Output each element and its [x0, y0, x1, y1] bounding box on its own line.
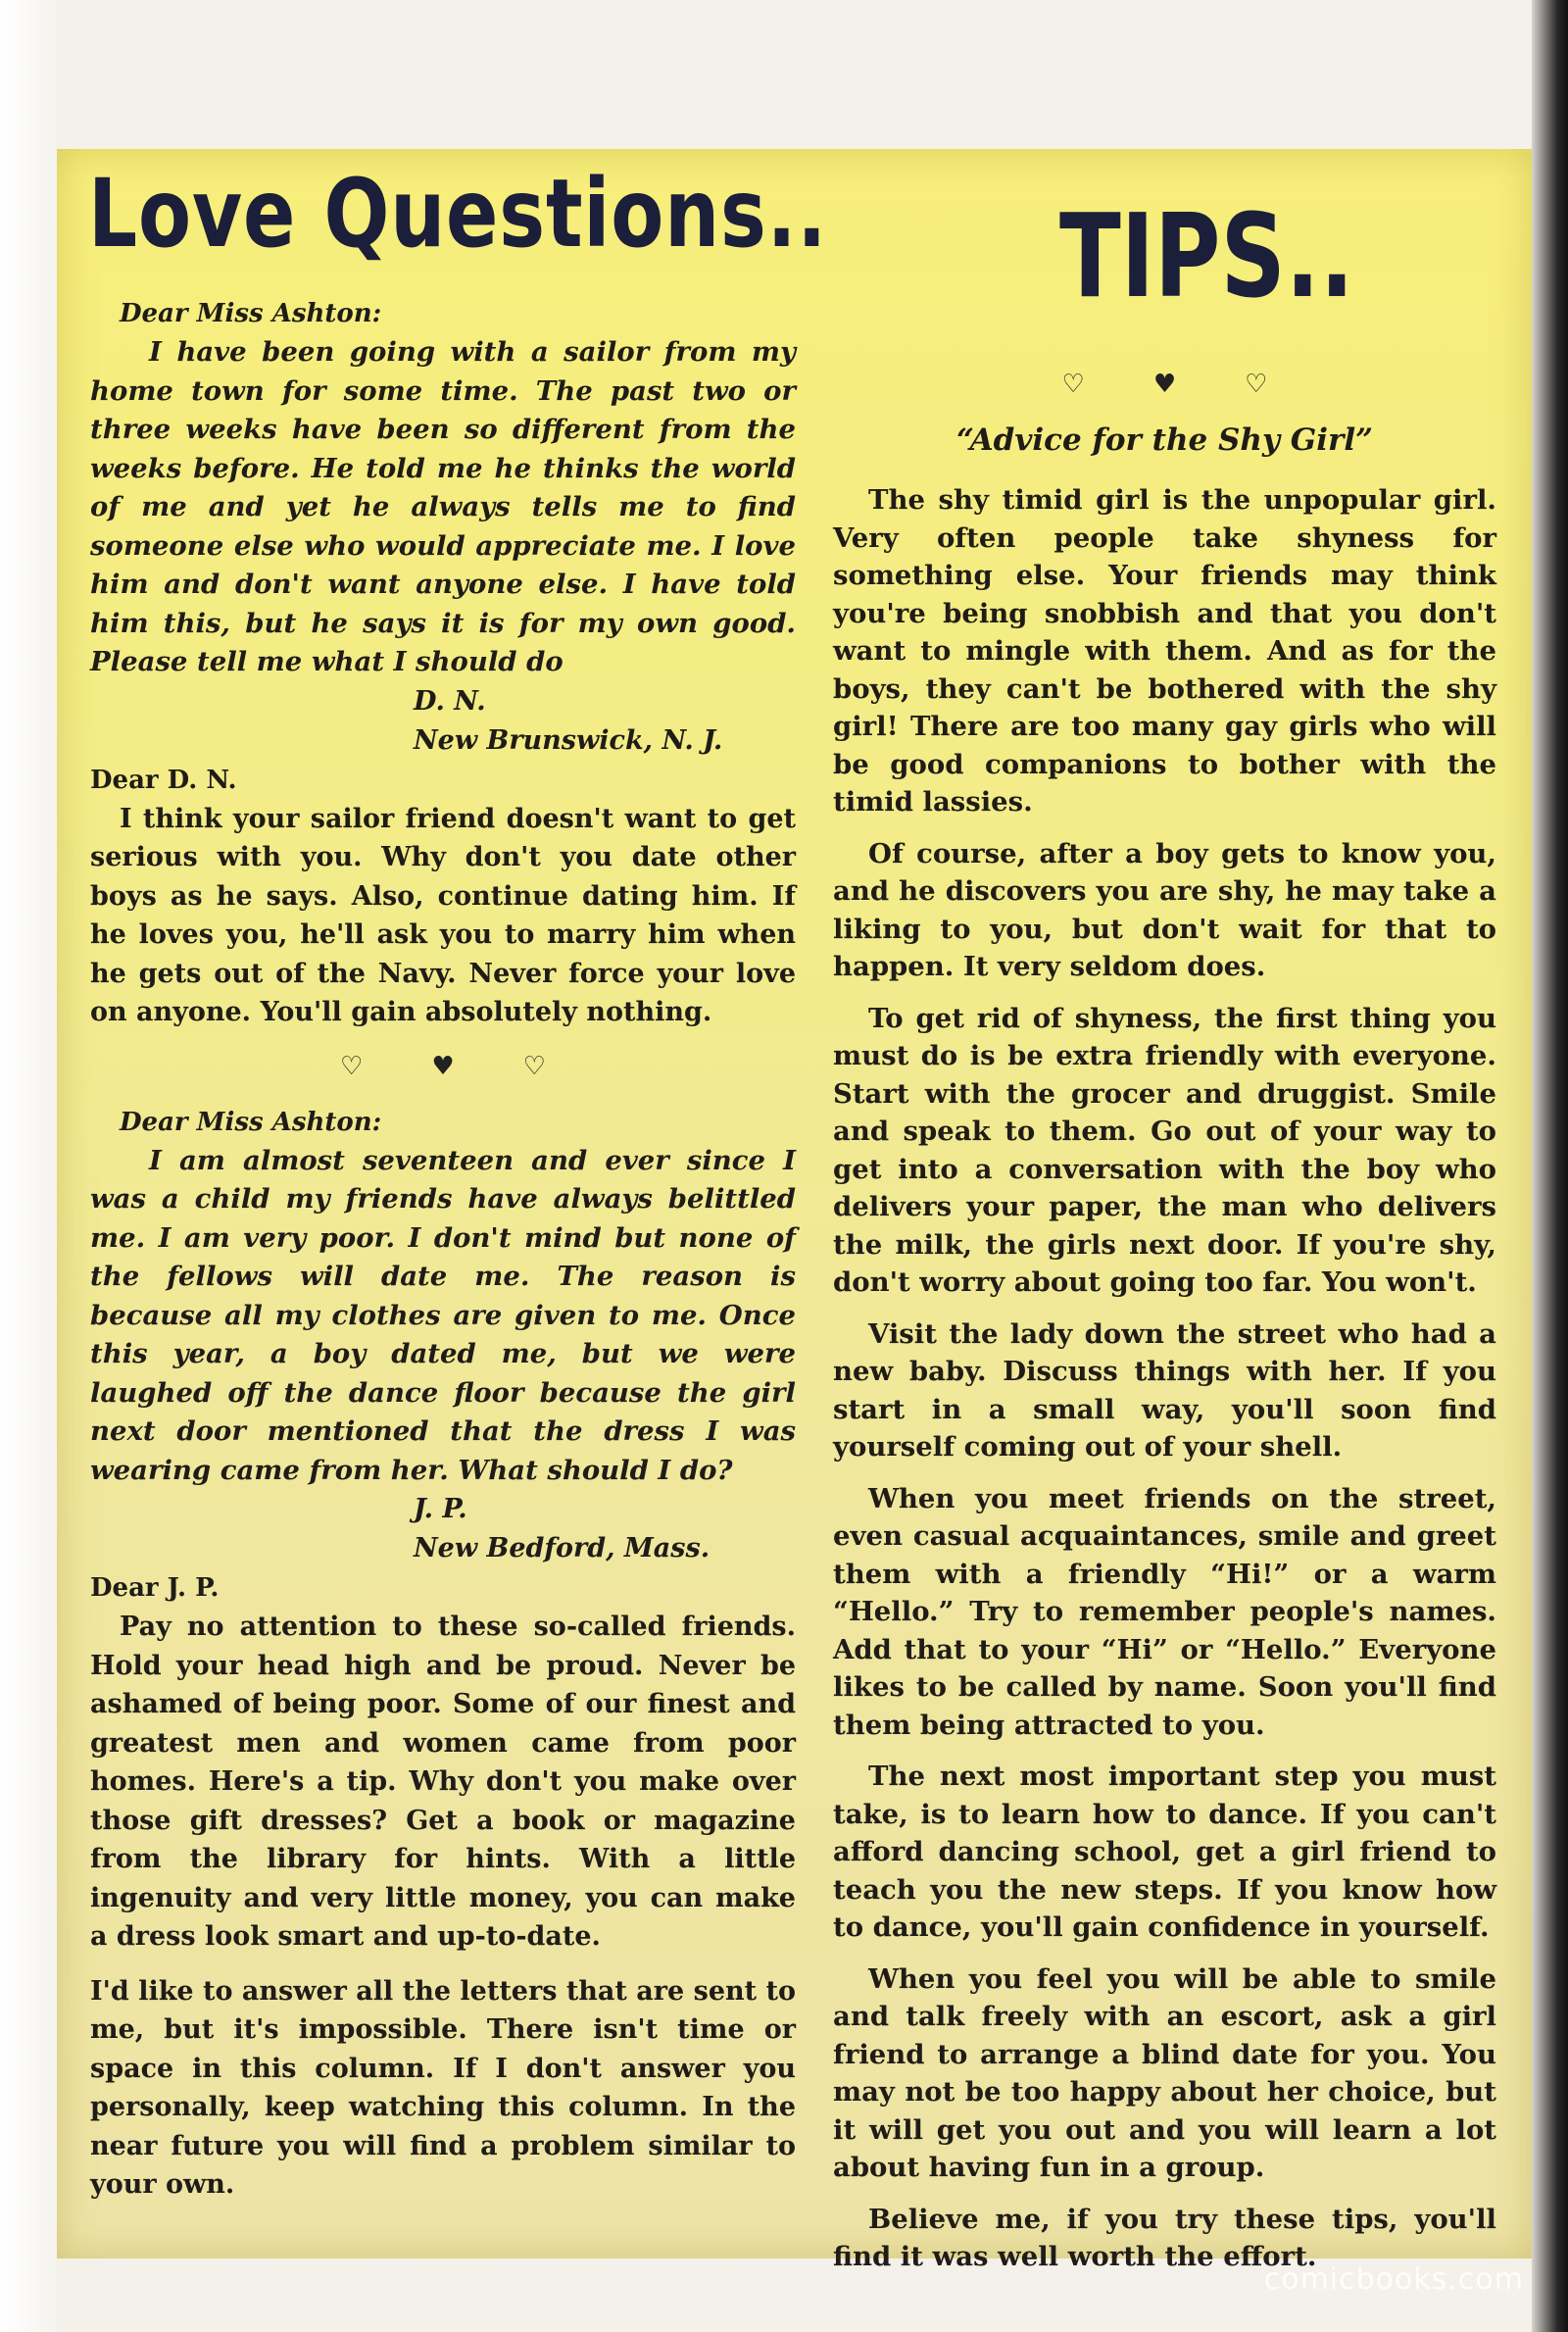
letter2-salutation: Dear Miss Ashton: — [120, 1107, 382, 1137]
letter2-place: New Bedford, Mass. — [414, 1533, 710, 1563]
filled-heart-icon: ♥ — [1152, 370, 1177, 399]
outline-heart-icon: ♡ — [340, 1051, 364, 1081]
column-page — [57, 149, 1532, 2272]
right-heart-divider — [833, 370, 1496, 399]
reply2-body: Pay no attention to these so-called friends. Hold your head high and be proud. Never be ashamed of being poor. Some of our finest and greatest men and women came from poor homes. Here's a tip. Why don't you make over those gift dresses? Get a book or magazine from the library for hints. With a little ingenuity and very little money, you can make a dress look smart and up-to-date. — [90, 1612, 796, 1952]
tip-paragraph: Visit the lady down the street who had a new baby. Discuss things with her. If you start in a small way, you'll soon find yourself coming out of your shell. — [833, 1317, 1496, 1463]
outline-heart-icon: ♡ — [522, 1051, 546, 1081]
letter2-initials: J. P. — [414, 1494, 467, 1524]
reply1-salutation: Dear D. N. — [90, 765, 237, 795]
site-watermark: comicbooks.com — [1263, 2262, 1524, 2297]
letter1-initials: D. N. — [414, 685, 486, 717]
tips-title: TIPS.. — [1059, 188, 1354, 323]
letter1-body: I have been going with a sailor from my home town for some time. The past two or three weeks have been so different from the weeks before. He told me he thinks the world of me and yet he always tells me to find someone else who would appreciate me. I love him and don't want anyone else. I have told him this, but he says it is for my own good. Please tell me what I should do — [90, 336, 796, 677]
page-left-margin — [0, 0, 57, 2332]
page-binding-edge — [1532, 0, 1568, 2332]
closing-note: I'd like to answer all the letters that are sent to me, but it's impossible. There isn't time or space in this column. If I don't answer you personally, keep watching this column. In the near future you will find a problem similar to your own. — [90, 1975, 796, 2200]
tip-paragraph: Believe me, if you try these tips, you'll find it was well worth the effort. — [833, 2203, 1496, 2272]
outline-heart-icon: ♡ — [1245, 370, 1268, 399]
love-questions-title: Love Questions.. — [88, 159, 828, 269]
tip-paragraph: When you feel you will be able to smile and talk freely with an escort, ask a girl friend to arrange a blind date for you. You may not be too happy about her choice, but it will get you out and you will learn a lot about having fun in a group. — [833, 1962, 1496, 2183]
advice-heading: “Advice for the Shy Girl” — [956, 422, 1373, 458]
tip-paragraph: The shy timid girl is the unpopular girl. Very often people take shyness for something else. Your friends may think you're being snobbish and that you don't want to mingle with them. And as for the boys, they can't be bothered with the shy girl! There are too many gay girls who will be good companions to bother with the timid lassies. — [833, 484, 1496, 818]
tip-paragraph: The next most important step you must take, is to learn how to dance. If you can't afford dancing school, get a girl friend to teach you the new steps. If you know how to dance, you'll gain confidence in yourself. — [833, 1761, 1496, 1943]
tip-paragraph: Of course, after a boy gets to know you, and he discovers you are shy, he may take a liking to you, but don't wait for that to happen. It very seldom does. — [833, 837, 1496, 982]
reply1-body: I think your sailor friend doesn't want to get serious with you. Why don't you date other boys as he says. Also, continue dating him. If he loves you, he'll ask you to marry him when he gets out of the Navy. Never force your love on anyone. You'll gain absolutely nothing. — [90, 803, 796, 1027]
love-questions-column — [90, 294, 796, 2205]
tips-column — [833, 370, 1496, 2290]
filled-heart-icon: ♥ — [431, 1051, 455, 1081]
letter1-salutation: Dear Miss Ashton: — [120, 299, 382, 328]
outline-heart-icon: ♡ — [1061, 370, 1085, 399]
left-heart-divider — [90, 1052, 796, 1081]
tip-paragraph: When you meet friends on the street, even casual acquaintances, smile and greet them with a friendly “Hi!” or a warm “Hello.” Try to remember people's names. Add that to your “Hi” or “Hello.” Everyone likes to be called by name. Soon you'll find them being attracted to you. — [833, 1482, 1496, 1741]
tip-paragraph: To get rid of shyness, the first thing you must do is be extra friendly with everyone. Start with the grocer and druggist. Smile and speak to them. Go out of your way to get into a conversation with the boy who delivers your paper, the man who delivers the milk, the girls next door. If you're shy, don't worry about going too far. You won't. — [833, 1002, 1496, 1298]
letter1-place: New Brunswick, N. J. — [414, 724, 723, 756]
reply2-salutation: Dear J. P. — [90, 1573, 220, 1603]
letter2-body: I am almost seventeen and ever since I was a child my friends have always belittled me. I am very poor. I don't mind but none of the fellows will date me. The reason is because all my clothes are given to me. Once this year, a boy dated me, but we were laughed off the dance floor because the girl next door mentioned that the dress I was wearing came from her. What should I do? — [90, 1144, 796, 1486]
